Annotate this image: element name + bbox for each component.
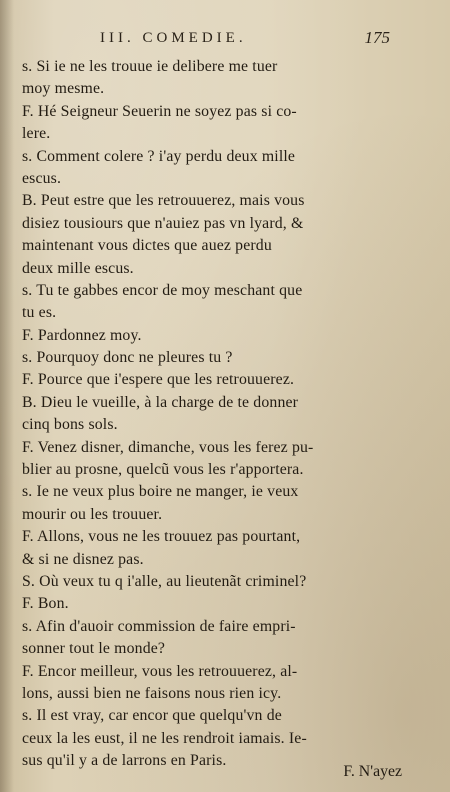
text-line: F. Bon. <box>22 595 69 613</box>
text-line: ceux la les eust, il ne les rendroit iamais. Ie- <box>22 729 307 747</box>
text-line: B. Peut estre que les retrouuerez, mais vous <box>22 192 305 210</box>
page-number: 175 <box>364 28 390 47</box>
catchword: F. N'ayez <box>343 763 402 780</box>
text-line: lons, aussi bien ne faisons nous rien icy. <box>22 684 282 702</box>
text-line: & si ne disnez pas. <box>22 550 144 568</box>
text-line: lere. <box>22 125 51 143</box>
text-line: s. Comment colere ? i'ay perdu deux mille <box>22 147 296 165</box>
text-line: escus. <box>22 169 62 187</box>
text-line: F. Allons, vous ne les trouuez pas pourtant, <box>22 528 301 546</box>
text-line: F. Hé Seigneur Seuerin ne soyez pas si co- <box>22 102 297 120</box>
text-line: cinq bons sols. <box>22 416 118 434</box>
text-line: s. Si ie ne les trouue ie delibere me tuer <box>22 58 278 75</box>
text-line: sonner tout le monde? <box>22 640 166 658</box>
text-line: s. Il est vray, car encor que quelqu'vn de <box>22 707 282 725</box>
text-line: F. Pardonnez moy. <box>22 326 142 344</box>
text-line: deux mille escus. <box>22 259 134 277</box>
text-line: tu es. <box>22 304 57 322</box>
text-line: disiez tousiours que n'auiez pas vn lyard, & <box>22 214 304 232</box>
text-line: moy mesme. <box>22 80 105 98</box>
text-line: blier au prosne, quelcũ vous les r'apportera. <box>22 461 304 479</box>
page-header <box>60 30 390 54</box>
text-line: s. Afin d'auoir commission de faire empri- <box>22 617 296 635</box>
running-head: III. COMEDIE. <box>100 30 247 46</box>
gutter-shadow <box>0 0 14 792</box>
text-line: maintenant vous dictes que auez perdu <box>22 237 272 255</box>
text-line: B. Dieu le vueille, à la charge de te donner <box>22 393 299 411</box>
text-line: F. Pource que i'espere que les retrouuerez. <box>22 371 295 389</box>
text-line: s. Tu te gabbes encor de moy meschant que <box>22 281 303 299</box>
text-line: F. Encor meilleur, vous les retrouuerez, al- <box>22 662 298 680</box>
text-line: mourir ou les trouuer. <box>22 505 163 523</box>
text-block <box>22 56 394 773</box>
text-line: sus qu'il y a de larrons en Paris. <box>22 752 227 770</box>
text-line: F. Venez disner, dimanche, vous les ferez pu- <box>22 438 314 456</box>
text-line: s. Pourquoy donc ne pleures tu ? <box>22 349 233 367</box>
text-line: S. Où veux tu q i'alle, au lieutenãt criminel? <box>22 572 307 590</box>
text-line: s. Ie ne veux plus boire ne manger, ie veux <box>22 483 299 501</box>
